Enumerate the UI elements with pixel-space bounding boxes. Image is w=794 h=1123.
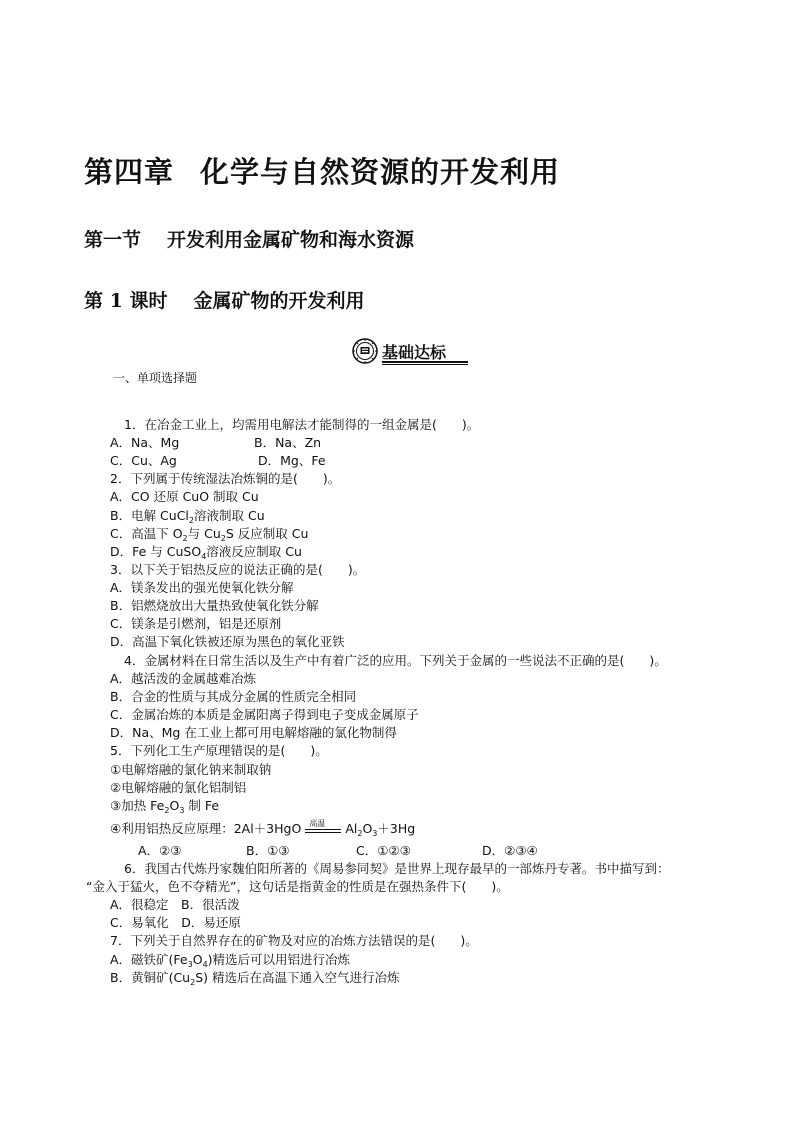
question-1-option-d: D．Mg、Fe <box>258 453 326 468</box>
question-7-option-b: B．黄铜矿$(Cu_2S)$ 精选后在高温下通入空气进行冶炼 <box>110 970 400 987</box>
question-1-option-a: A．Na、Mg <box>110 435 180 450</box>
question-2-option-c: C．高温下 $O_2$与 $Cu_2S$ 反应制取 Cu <box>110 526 309 543</box>
lesson-title <box>84 286 364 313</box>
question-2-option-b: B．电解 CuCl$_2$溶液制取 Cu <box>110 508 265 525</box>
section-name: 开发利用金属矿物和海水资源 <box>167 229 415 251</box>
badge-underline-thin <box>382 364 468 365</box>
section-badge <box>352 338 468 366</box>
question-4-stem: 4．金属材料在日常生活以及生产中有着广泛的应用。下列关于金属的一些说法不正确的是( )。 <box>124 653 667 668</box>
question-5-option-b: B．①③ <box>246 843 290 858</box>
question-3-option-d: D．高温下氧化铁被还原为黑色的氧化亚铁 <box>110 634 345 649</box>
question-6-options-ab: A．很稳定 B．很活泼 <box>110 897 240 912</box>
question-5-statement-4: ④利用铝热反应原理：2Al＋3HgO 高温 $Al_2O_3+3Hg$ <box>110 818 416 838</box>
question-4-option-b: B．合金的性质与其成分金属的性质完全相同 <box>110 689 357 704</box>
question-6-stem-continued: “金入于猛火，色不夺精光”，这句话是指黄金的性质是在强热条件下( )。 <box>86 879 509 894</box>
chapter-number: 第四章 <box>84 155 175 189</box>
question-3-option-a: A．镁条发出的强光使氧化铁分解 <box>110 580 294 595</box>
question-4-option-c: C．金属冶炼的本质是金属阳离子得到电子变成金属原子 <box>110 707 419 722</box>
question-2-stem: 2．下列属于传统湿法冶炼铜的是( )。 <box>110 471 341 486</box>
question-6-options-cd: C．易氧化 D．易还原 <box>110 915 241 930</box>
badge-underline <box>382 361 468 363</box>
question-6-stem: 6．我国古代炼丹家魏伯阳所著的《周易参同契》是世界上现存最早的一部炼丹专著。书中描写到： <box>124 861 670 876</box>
question-3-option-b: B．铝燃烧放出大量热致使氧化铁分解 <box>110 598 319 613</box>
question-7-option-a: A．磁铁矿$(Fe_3O_4)$精选后可以用铝进行冶炼 <box>110 952 351 969</box>
question-2-option-a: A．CO 还原 CuO 制取 Cu <box>110 489 259 504</box>
question-type-heading: 一、单项选择题 <box>113 371 198 385</box>
question-5-option-d: D．②③④ <box>482 843 538 858</box>
section-number: 第一节 <box>84 229 142 251</box>
question-2-option-d: D．Fe 与 CuSO$_4$溶液反应制取 Cu <box>110 544 302 561</box>
question-4-option-a: A．越活泼的金属越难冶炼 <box>110 671 257 686</box>
question-5-option-a: A．②③ <box>138 843 182 858</box>
section-title <box>84 225 414 252</box>
question-1-option-b: B．Na、Zn <box>254 435 322 450</box>
question-3-option-c: C．镁条是引燃剂，铝是还原剂 <box>110 616 282 631</box>
question-5-stem: 5．下列化工生产原理错误的是( )。 <box>110 743 328 758</box>
badge-label: 基础达标 <box>382 343 447 362</box>
seal-emblem-icon <box>352 338 378 364</box>
question-1-stem: 1．在冶金工业上，均需用电解法才能制得的一组金属是( )。 <box>124 417 480 432</box>
chapter-title <box>84 150 560 191</box>
chapter-name: 化学与自然资源的开发利用 <box>200 155 561 189</box>
question-5-option-c: C．①②③ <box>356 843 411 858</box>
question-1-option-c: C．Cu、Ag <box>110 453 177 468</box>
question-5-statement-2: ②电解熔融的氯化铝制铝 <box>110 780 247 795</box>
question-7-stem: 7．下列关于自然界存在的矿物及对应的冶炼方法错误的是( )。 <box>110 933 478 948</box>
lesson-name: 金属矿物的开发利用 <box>193 290 365 312</box>
question-5-statement-3: ③加热 $Fe_2O_3$ 制 Fe <box>110 798 220 815</box>
reaction-condition-equals: 高温 <box>305 824 341 836</box>
question-5-statement-1: ①电解熔融的氯化钠来制取钠 <box>110 762 272 777</box>
question-4-option-d: D．Na、Mg 在工业上都可用电解熔融的氯化物制得 <box>110 725 397 740</box>
question-3-stem: 3．以下关于铝热反应的说法正确的是( )。 <box>110 562 366 577</box>
lesson-number: 第 1 课时 <box>84 290 168 312</box>
